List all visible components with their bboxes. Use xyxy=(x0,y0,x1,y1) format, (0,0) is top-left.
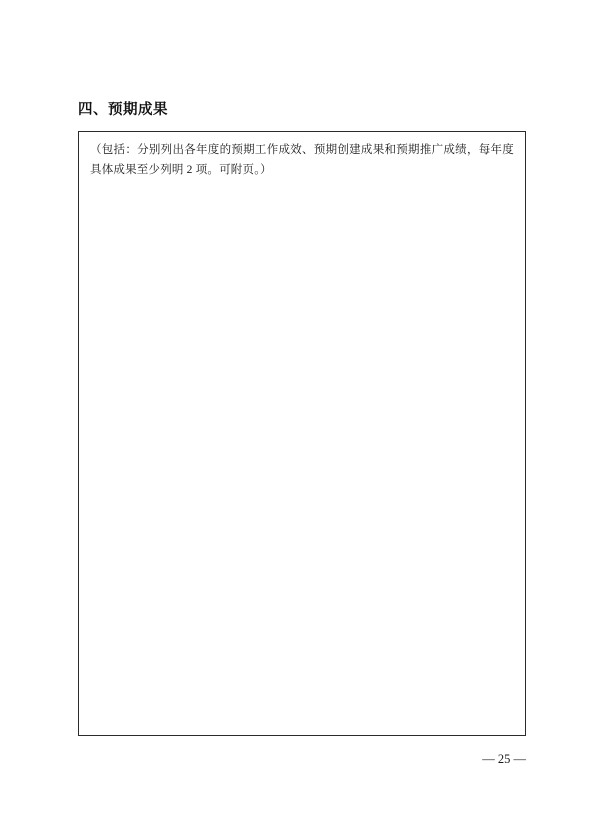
page-number: — 25 — xyxy=(482,752,526,766)
expected-results-answer-box[interactable] xyxy=(78,131,526,736)
answer-box-instructions: （包括：分别列出各年度的预期工作成效、预期创建成果和预期推广成绩，每年度具体成果至少列明 2 项。可附页。） xyxy=(90,144,514,176)
section-heading: 四、预期成果 xyxy=(78,102,168,118)
